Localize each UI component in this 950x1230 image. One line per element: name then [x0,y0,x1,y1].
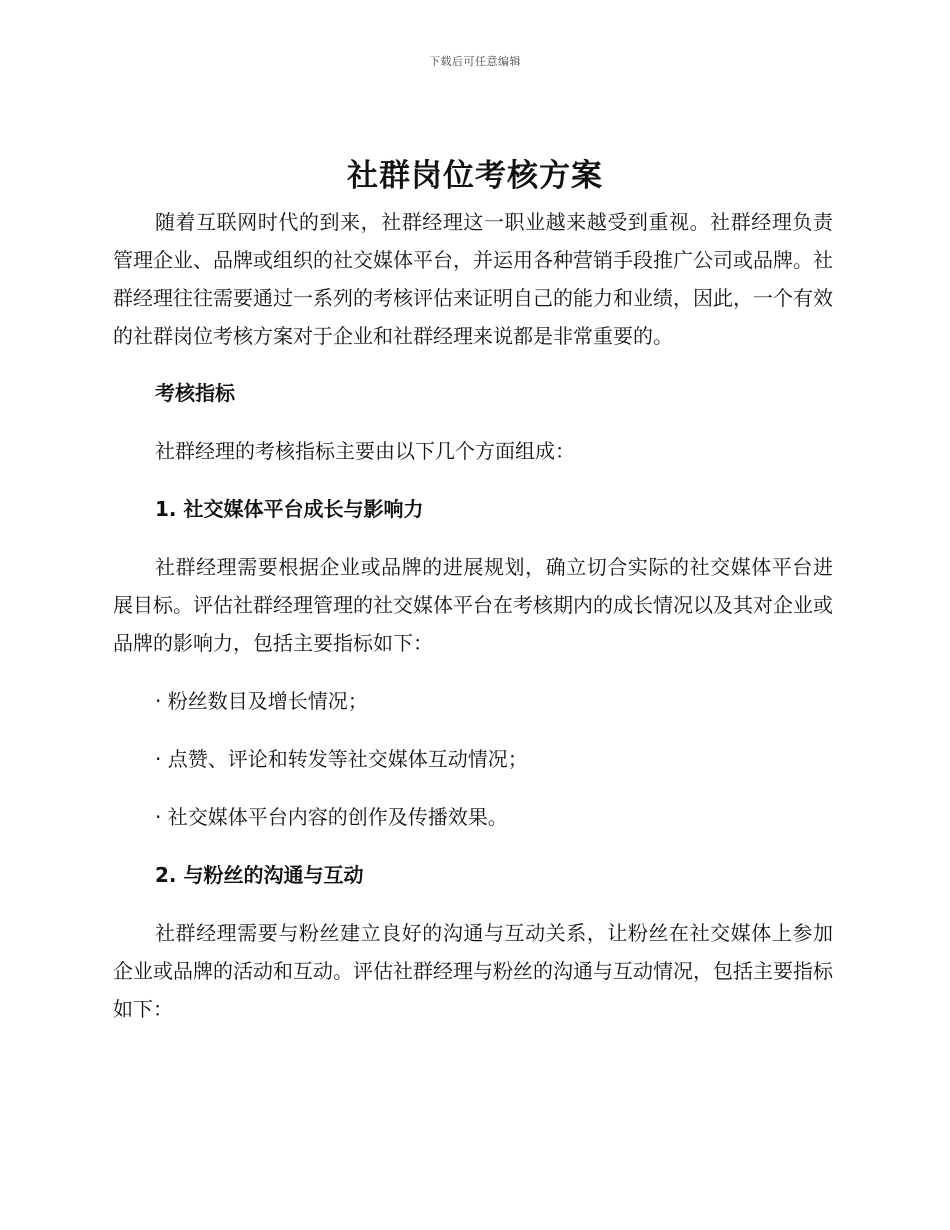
item1-body: 社群经理需要根据企业或品牌的进展规划，确立切合实际的社交媒体平台进展目标。评估社群经理管理的社交媒体平台在考核期内的成长情况以及其对企业或品牌的影响力，包括主要指标如下： [113,555,833,655]
intro-paragraph: 随着互联网时代的到来，社群经理这一职业越来越受到重视。社群经理负责管理企业、品牌或组织的社交媒体平台，并运用各种营销手段推广公司或品牌。社群经理往往需要通过一系列的考核评估来证明自己的能力和业绩，因此，一个有效的社群岗位考核方案对于企业和社群经理来说都是非常重要的。 [113,210,833,348]
item1-heading: 1. 社交媒体平台成长与影响力 [155,497,424,521]
header-note: 下载后可任意编辑 [429,55,521,68]
document-title: 社群岗位考核方案 [347,158,603,194]
document-body [113,203,833,1028]
item2-heading: 2. 与粉丝的沟通与互动 [155,863,364,887]
bullet-item: · 点赞、评论和转发等社交媒体互动情况； [155,747,528,771]
bullet-item: · 社交媒体平台内容的创作及传播效果。 [155,805,508,829]
bullet-item: · 粉丝数目及增长情况； [155,689,368,713]
section-intro: 社群经理的考核指标主要由以下几个方面组成： [155,439,575,463]
item2-body: 社群经理需要与粉丝建立良好的沟通与互动关系，让粉丝在社交媒体上参加企业或品牌的活动和互动。评估社群经理与粉丝的沟通与互动情况，包括主要指标如下： [113,921,833,1021]
section-heading: 考核指标 [155,381,235,405]
